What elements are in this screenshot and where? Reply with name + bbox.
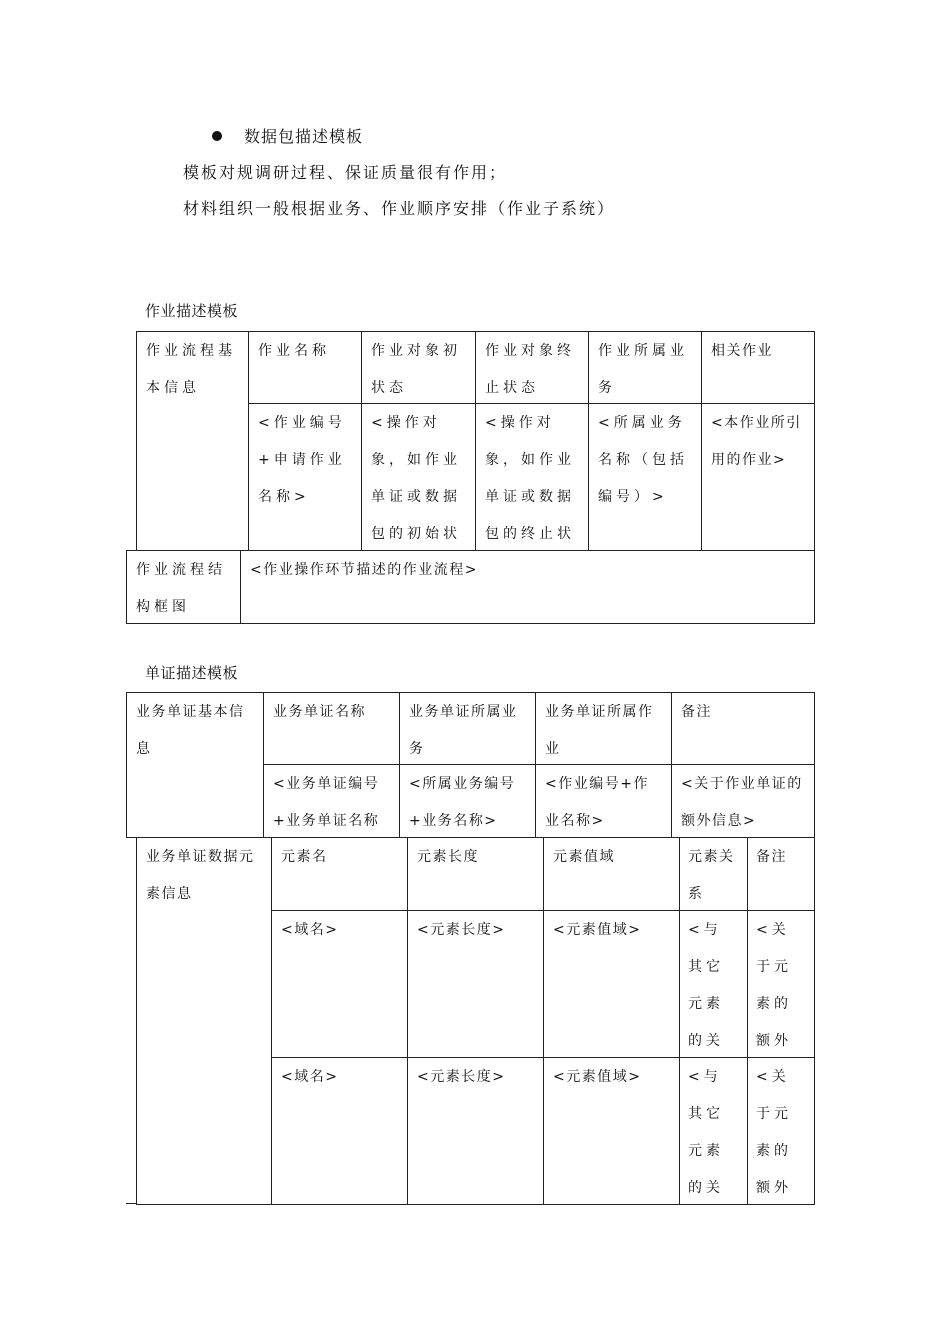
element-relation: <与其它元素的关	[679, 1057, 748, 1205]
job-header-name: 作业名称	[248, 331, 362, 404]
job-header-initial-state: 作业对象初状态	[361, 331, 476, 404]
job-value-business: <所属业务名称（包括编号）>	[588, 403, 702, 551]
job-header-related: 相关作业	[701, 331, 815, 404]
element-range: <元素值域>	[543, 1057, 680, 1205]
job-value-related: <本作业所引用的作业>	[701, 403, 815, 551]
doc-basic-info-label: 业务单证基本信息	[126, 692, 264, 838]
doc-value-remark: <关于作业单证的额外信息>	[671, 764, 815, 838]
job-template-caption: 作业描述模板	[145, 302, 239, 320]
element-header-relation: 元素关系	[679, 837, 748, 911]
element-header-remark: 备注	[747, 837, 815, 911]
element-header-range: 元素值域	[543, 837, 680, 911]
element-remark: <关于元素的额外	[747, 1057, 815, 1205]
element-name: <域名>	[271, 1057, 408, 1205]
element-header-length: 元素长度	[407, 837, 544, 911]
doc-header-remark: 备注	[671, 692, 815, 765]
doc-value-business: <所属业务编号+业务名称>	[399, 764, 536, 838]
doc-value-job: <作业编号+作业名称>	[535, 764, 672, 838]
element-relation: <与其它元素的关	[679, 910, 748, 1058]
job-header-business: 作业所属业务	[588, 331, 702, 404]
element-name: <域名>	[271, 910, 408, 1058]
doc-header-job: 业务单证所属作业	[535, 692, 672, 765]
job-value-initial-state: <操作对象，如作业单证或数据包的初始状	[361, 403, 476, 551]
doc-value-name: <业务单证编号+业务单证名称	[263, 764, 400, 838]
element-header-name: 元素名	[271, 837, 408, 911]
doc-header-business: 业务单证所属业务	[399, 692, 536, 765]
doc-element-label: 业务单证数据元素信息	[136, 837, 272, 1205]
intro-line-1: 模板对规调研过程、保证质量很有作用；	[183, 163, 508, 182]
job-basic-info-label: 作业流程基本信息	[136, 331, 249, 551]
job-flow-label: 作业流程结构框图	[126, 550, 241, 624]
job-flow-value: <作业操作环节描述的作业流程>	[240, 550, 815, 624]
bullet-icon	[212, 131, 222, 141]
doc-template-caption: 单证描述模板	[145, 664, 239, 682]
bullet-heading	[212, 124, 363, 147]
doc-header-name: 业务单证名称	[263, 692, 400, 765]
bullet-title: 数据包描述模板	[244, 127, 364, 146]
job-value-name: <作业编号+申请作业名称>	[248, 403, 362, 551]
job-header-final-state: 作业对象终止状态	[475, 331, 589, 404]
table-edge-line	[126, 1203, 137, 1204]
element-remark: <关于元素的额外	[747, 910, 815, 1058]
element-length: <元素长度>	[407, 1057, 544, 1205]
job-value-final-state: <操作对象，如作业单证或数据包的终止状	[475, 403, 589, 551]
intro-line-2: 材料组织一般根据业务、作业顺序安排（作业子系统）	[183, 199, 616, 218]
element-range: <元素值域>	[543, 910, 680, 1058]
element-length: <元素长度>	[407, 910, 544, 1058]
